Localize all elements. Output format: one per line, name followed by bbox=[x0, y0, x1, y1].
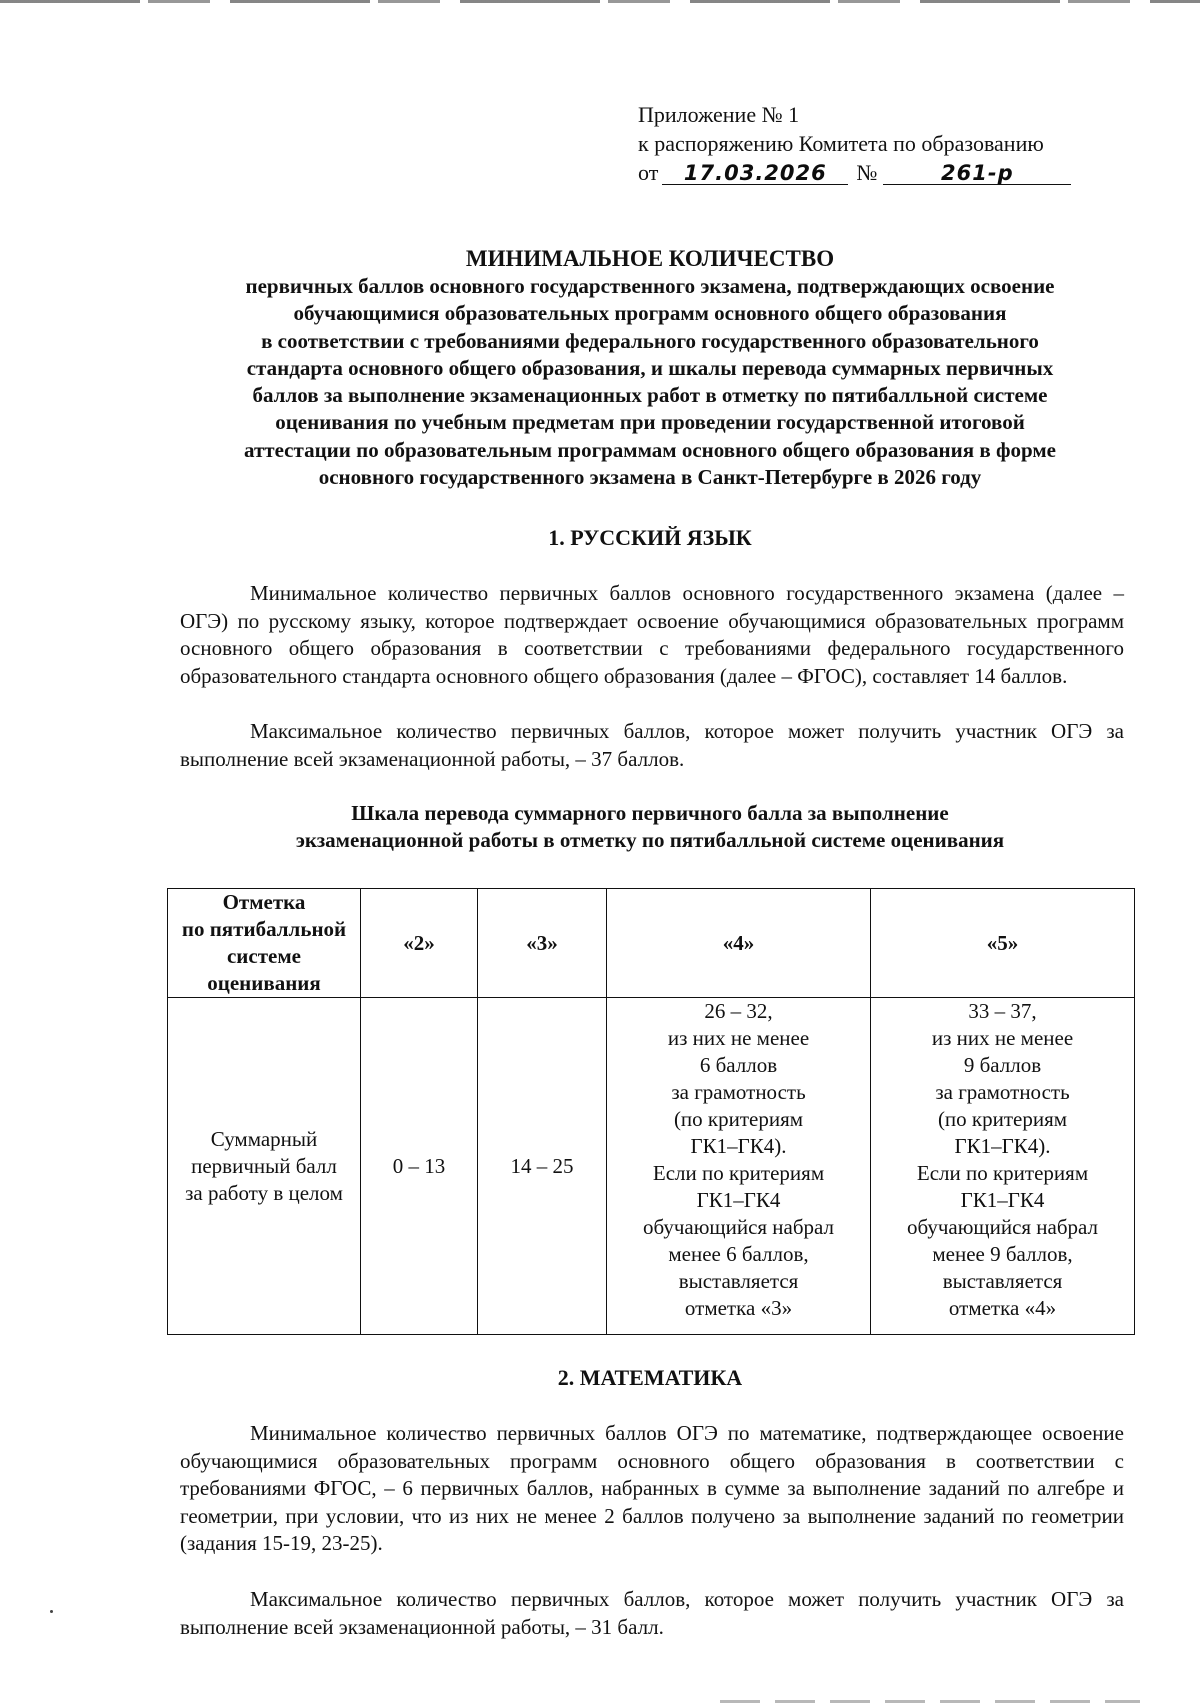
row-label-line: первичный балл bbox=[191, 1153, 337, 1178]
appendix-line1: Приложение № 1 bbox=[638, 102, 800, 127]
header-label-line: по пятибалльной bbox=[181, 917, 347, 941]
grade5-line: (по критериям bbox=[937, 1107, 1068, 1131]
title-line: аттестации по образовательным программам основного общего образования в форме bbox=[244, 437, 1056, 462]
grade-5-criteria bbox=[871, 998, 1135, 1335]
date-handwritten-field bbox=[662, 162, 848, 185]
title-line: в соответствии с требованиями федерального государственного образовательного bbox=[261, 328, 1039, 353]
grade4-line: ГК1–ГК4 bbox=[696, 1188, 781, 1212]
header-label-line: Отметка bbox=[222, 890, 306, 914]
section2-paragraph2 bbox=[180, 1586, 1124, 1641]
grade4-line: Если по критериям bbox=[652, 1161, 825, 1185]
section2-para1-text: Минимальное количество первичных баллов ОГЭ по математике, подтверждающее освоение обучающимися образовательных программ основного общего образования в соответствии с требованиями ФГОС, – 6 первичных баллов, набранных в сумме за выполнение заданий по алгебре и геометрии, при условии, что из них не менее 2 баллов получено за выполнение заданий по геометрии (задания 15-19, 23-25). bbox=[180, 1421, 1124, 1555]
title-main: МИНИМАЛЬНОЕ КОЛИЧЕСТВО bbox=[465, 246, 835, 271]
title-line: обучающимися образовательных программ основного общего образования bbox=[293, 301, 1007, 326]
section2-paragraph1 bbox=[180, 1420, 1124, 1558]
section1-paragraph1 bbox=[180, 580, 1124, 690]
appendix-header bbox=[638, 100, 1071, 187]
table-title-line2: экзаменационной работы в отметку по пятибалльной системе оценивания bbox=[295, 828, 1005, 852]
section1-para1-text: Минимальное количество первичных баллов основного государственного экзамена (далее – ОГЭ) по русскому языку, которое подтверждает освоение обучающимися образовательных программ основного общего образования в соответствии с требованиями федерального государственного образовательного стандарта основного общего образования (далее – ФГОС), составляет 14 баллов. bbox=[180, 581, 1124, 688]
scan-speck bbox=[50, 1610, 53, 1613]
table-header-row bbox=[168, 889, 1135, 998]
grade-5-header: «5» bbox=[871, 889, 1135, 998]
grade5-line: менее 9 баллов, bbox=[932, 1242, 1073, 1266]
grade-4-criteria bbox=[607, 998, 871, 1335]
grade5-line: 9 баллов bbox=[963, 1053, 1042, 1077]
grade5-line: обучающийся набрал bbox=[906, 1215, 1099, 1239]
grade5-line: Если по критериям bbox=[916, 1161, 1089, 1185]
section2-para2-text: Максимальное количество первичных баллов, которое может получить участник ОГЭ за выполнение всей экзаменационной работы, – 31 балл. bbox=[180, 1587, 1124, 1639]
grade4-line: ГК1–ГК4). bbox=[690, 1134, 787, 1158]
grade5-line: из них не менее bbox=[931, 1026, 1074, 1050]
grade-4-header: «4» bbox=[607, 889, 871, 998]
title-line: стандарта основного общего образования, и шкалы перевода суммарных первичных bbox=[246, 355, 1054, 380]
grade4-line: менее 6 баллов, bbox=[668, 1242, 809, 1266]
grade5-line: ГК1–ГК4). bbox=[954, 1134, 1051, 1158]
header-label-line: системе bbox=[226, 944, 301, 968]
grade4-line: обучающийся набрал bbox=[642, 1215, 835, 1239]
grade4-line: выставляется bbox=[678, 1269, 799, 1293]
document-title bbox=[170, 244, 1130, 491]
date-handwritten: 17.03.2026 bbox=[683, 161, 827, 185]
table-row bbox=[168, 998, 1135, 1335]
scan-artifact-bottom bbox=[720, 1700, 1140, 1703]
grade5-line: 33 – 37, bbox=[968, 999, 1037, 1023]
grade4-line: 26 – 32, bbox=[704, 999, 773, 1023]
grade4-line: за грамотность bbox=[671, 1080, 806, 1104]
grade-scale-table bbox=[167, 888, 1135, 1335]
section1-heading: 1. РУССКИЙ ЯЗЫК bbox=[548, 525, 752, 550]
section1-para2-text: Максимальное количество первичных баллов, которое может получить участник ОГЭ за выполнение всей экзаменационной работы, – 37 баллов. bbox=[180, 719, 1124, 771]
section2-heading: 2. МАТЕМАТИКА bbox=[557, 1365, 743, 1390]
row-label-line: Суммарный bbox=[210, 1126, 318, 1151]
scan-artifact-top bbox=[0, 0, 1200, 3]
number-prefix: № bbox=[856, 160, 878, 185]
date-prefix: от bbox=[638, 160, 659, 185]
title-line: оценивания по учебным предметам при проведении государственной итоговой bbox=[275, 410, 1025, 435]
appendix-line2: к распоряжению Комитета по образованию bbox=[638, 131, 1044, 156]
table-title-line1: Шкала перевода суммарного первичного балла за выполнение bbox=[351, 801, 949, 825]
grade-3-header: «3» bbox=[478, 889, 607, 998]
grade-2-header: «2» bbox=[361, 889, 478, 998]
header-label-cell bbox=[168, 889, 361, 998]
table-title bbox=[170, 800, 1130, 854]
grade4-line: (по критериям bbox=[673, 1107, 804, 1131]
section1-paragraph2 bbox=[180, 718, 1124, 773]
grade4-line: отметка «3» bbox=[684, 1296, 793, 1320]
appendix-date-line bbox=[638, 158, 1071, 187]
grade5-line: за грамотность bbox=[935, 1080, 1070, 1104]
grade-2-range: 0 – 13 bbox=[361, 998, 478, 1335]
grade5-line: ГК1–ГК4 bbox=[960, 1188, 1045, 1212]
grade-3-range: 14 – 25 bbox=[478, 998, 607, 1335]
title-line: баллов за выполнение экзаменационных работ в отметку по пятибалльной системе bbox=[252, 383, 1048, 408]
row-label-cell bbox=[168, 998, 361, 1335]
grade4-line: 6 баллов bbox=[699, 1053, 778, 1077]
grade5-line: выставляется bbox=[942, 1269, 1063, 1293]
title-line: первичных баллов основного государственного экзамена, подтверждающих освоение bbox=[245, 274, 1055, 298]
row-label-line: за работу в целом bbox=[185, 1180, 343, 1205]
number-handwritten-field bbox=[883, 162, 1071, 185]
number-handwritten: 261-р bbox=[941, 161, 1014, 185]
grade5-line: отметка «4» bbox=[948, 1296, 1057, 1320]
header-label-line: оценивания bbox=[207, 971, 321, 995]
grade4-line: из них не менее bbox=[667, 1026, 810, 1050]
title-line: основного государственного экзамена в Санкт-Петербурге в 2026 году bbox=[318, 465, 982, 490]
